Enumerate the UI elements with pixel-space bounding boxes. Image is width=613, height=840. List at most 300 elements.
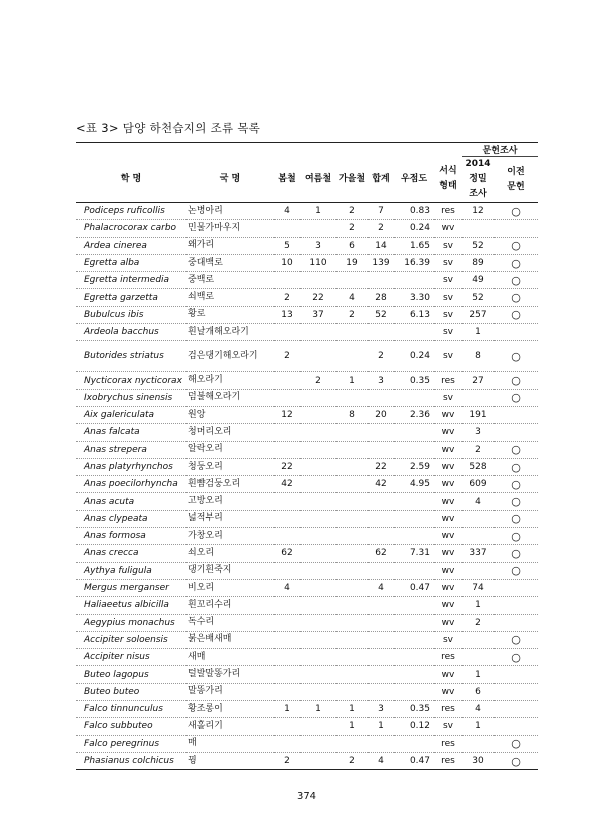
scientific-name-cell: Aegypius monachus <box>76 614 186 631</box>
total-count-cell <box>368 649 394 666</box>
dominance-cell <box>394 528 434 545</box>
previous-literature-cell <box>494 424 538 441</box>
spring-count-cell: 42 <box>274 476 300 493</box>
summer-count-cell <box>300 341 336 372</box>
habitat-type-cell: res <box>434 752 462 769</box>
dominance-cell: 2.36 <box>394 406 434 423</box>
previous-literature-cell <box>494 324 538 341</box>
spring-count-cell <box>274 631 300 648</box>
spring-count-cell <box>274 666 300 683</box>
header-korean-name: 국 명 <box>219 173 241 184</box>
header-summer: 여름철 <box>304 173 332 184</box>
korean-name-cell: 고방오리 <box>186 493 274 510</box>
dominance-cell <box>394 324 434 341</box>
survey-2014-cell <box>462 735 494 752</box>
previous-literature-cell: ○ <box>494 545 538 562</box>
table-row <box>76 735 538 752</box>
spring-count-cell <box>274 649 300 666</box>
header-survey-2014 <box>462 157 494 203</box>
survey-2014-cell: 337 <box>462 545 494 562</box>
table-row <box>76 254 538 271</box>
habitat-type-cell: wv <box>434 562 462 579</box>
autumn-count-cell <box>336 324 368 341</box>
summer-count-cell <box>300 683 336 700</box>
total-count-cell: 28 <box>368 289 394 306</box>
korean-name-cell: 비오리 <box>186 579 274 596</box>
table-row <box>76 220 538 237</box>
previous-literature-cell <box>494 579 538 596</box>
autumn-count-cell <box>336 597 368 614</box>
habitat-type-cell: wv <box>434 579 462 596</box>
autumn-count-cell: 4 <box>336 289 368 306</box>
summer-count-cell <box>300 493 336 510</box>
header-previous-line1: 이전 <box>507 166 525 177</box>
table-row <box>76 614 538 631</box>
korean-name-cell: 민물가마우지 <box>186 220 274 237</box>
spring-count-cell: 5 <box>274 237 300 254</box>
habitat-type-cell: wv <box>434 458 462 475</box>
table-row <box>76 341 538 372</box>
korean-name-cell: 꿩 <box>186 752 274 769</box>
korean-name-cell: 흰날개해오라기 <box>186 324 274 341</box>
habitat-type-cell: res <box>434 649 462 666</box>
summer-count-cell <box>300 631 336 648</box>
habitat-type-cell: sv <box>434 237 462 254</box>
previous-literature-cell: ○ <box>494 458 538 475</box>
previous-literature-cell: ○ <box>494 476 538 493</box>
survey-2014-cell: 257 <box>462 306 494 323</box>
autumn-count-cell <box>336 562 368 579</box>
table-row <box>76 579 538 596</box>
summer-count-cell: 22 <box>300 289 336 306</box>
summer-count-cell <box>300 406 336 423</box>
habitat-type-cell: res <box>434 701 462 718</box>
spring-count-cell: 4 <box>274 579 300 596</box>
scientific-name-cell: Accipiter nisus <box>76 649 186 666</box>
summer-count-cell <box>300 528 336 545</box>
scientific-name-cell: Buteo lagopus <box>76 666 186 683</box>
total-count-cell: 3 <box>368 372 394 389</box>
scientific-name-cell: Falco tinnunculus <box>76 701 186 718</box>
korean-name-cell: 털발말똥가리 <box>186 666 274 683</box>
total-count-cell: 2 <box>368 220 394 237</box>
summer-count-cell: 37 <box>300 306 336 323</box>
dominance-cell: 0.47 <box>394 579 434 596</box>
summer-count-cell <box>300 220 336 237</box>
summer-count-cell: 1 <box>300 701 336 718</box>
summer-count-cell <box>300 649 336 666</box>
scientific-name-cell: Aix galericulata <box>76 406 186 423</box>
survey-2014-cell: 52 <box>462 237 494 254</box>
table-row <box>76 545 538 562</box>
table-row <box>76 752 538 769</box>
dominance-cell <box>394 614 434 631</box>
autumn-count-cell: 8 <box>336 406 368 423</box>
total-count-cell <box>368 631 394 648</box>
spring-count-cell <box>274 272 300 289</box>
korean-name-cell: 원앙 <box>186 406 274 423</box>
table-row <box>76 441 538 458</box>
habitat-type-cell: wv <box>434 510 462 527</box>
total-count-cell <box>368 735 394 752</box>
table-row <box>76 306 538 323</box>
header-habitat-line2: 형태 <box>439 181 457 192</box>
previous-literature-cell: ○ <box>494 254 538 271</box>
dominance-cell: 0.35 <box>394 372 434 389</box>
header-habitat-line1: 서식 <box>439 166 457 177</box>
previous-literature-cell: ○ <box>494 441 538 458</box>
survey-2014-cell: 609 <box>462 476 494 493</box>
previous-literature-cell <box>494 597 538 614</box>
scientific-name-cell: Ixobrychus sinensis <box>76 389 186 406</box>
survey-2014-cell: 27 <box>462 372 494 389</box>
summer-count-cell <box>300 718 336 735</box>
habitat-type-cell: sv <box>434 324 462 341</box>
header-habitat <box>434 157 462 203</box>
survey-2014-cell: 1 <box>462 324 494 341</box>
dominance-cell <box>394 389 434 406</box>
scientific-name-cell: Nycticorax nycticorax <box>76 372 186 389</box>
summer-count-cell <box>300 545 336 562</box>
autumn-count-cell <box>336 735 368 752</box>
dominance-cell <box>394 493 434 510</box>
habitat-type-cell: wv <box>434 545 462 562</box>
habitat-type-cell: sv <box>434 631 462 648</box>
scientific-name-cell: Falco subbuteo <box>76 718 186 735</box>
korean-name-cell: 청둥오리 <box>186 458 274 475</box>
scientific-name-cell: Mergus merganser <box>76 579 186 596</box>
spring-count-cell <box>274 735 300 752</box>
spring-count-cell <box>274 493 300 510</box>
survey-2014-cell <box>462 649 494 666</box>
korean-name-cell: 중대백로 <box>186 254 274 271</box>
survey-2014-cell: 6 <box>462 683 494 700</box>
summer-count-cell <box>300 324 336 341</box>
summer-count-cell <box>300 476 336 493</box>
table-row <box>76 203 538 220</box>
autumn-count-cell <box>336 341 368 372</box>
header-spring: 봄철 <box>278 173 296 184</box>
survey-2014-cell: 4 <box>462 493 494 510</box>
autumn-count-cell <box>336 389 368 406</box>
previous-literature-cell <box>494 406 538 423</box>
header-survey-line1: 2014 <box>465 159 491 169</box>
scientific-name-cell: Haliaeetus albicilla <box>76 597 186 614</box>
summer-count-cell <box>300 562 336 579</box>
survey-2014-cell: 1 <box>462 718 494 735</box>
dominance-cell <box>394 424 434 441</box>
spring-count-cell: 13 <box>274 306 300 323</box>
header-previous-literature <box>494 157 538 203</box>
survey-2014-cell: 49 <box>462 272 494 289</box>
survey-2014-cell <box>462 528 494 545</box>
autumn-count-cell <box>336 458 368 475</box>
previous-literature-cell <box>494 683 538 700</box>
dominance-cell <box>394 597 434 614</box>
habitat-type-cell: res <box>434 735 462 752</box>
previous-literature-cell: ○ <box>494 203 538 220</box>
habitat-type-cell: wv <box>434 683 462 700</box>
previous-literature-cell: ○ <box>494 272 538 289</box>
survey-2014-cell <box>462 631 494 648</box>
dominance-cell: 0.47 <box>394 752 434 769</box>
korean-name-cell: 왜가리 <box>186 237 274 254</box>
page-number: 374 <box>296 791 317 802</box>
previous-literature-cell <box>494 701 538 718</box>
spring-count-cell <box>274 597 300 614</box>
habitat-type-cell: wv <box>434 597 462 614</box>
habitat-type-cell: wv <box>434 406 462 423</box>
previous-literature-cell <box>494 220 538 237</box>
scientific-name-cell: Podiceps ruficollis <box>76 203 186 220</box>
previous-literature-cell: ○ <box>494 341 538 372</box>
spring-count-cell: 2 <box>274 752 300 769</box>
autumn-count-cell: 2 <box>336 220 368 237</box>
scientific-name-cell: Egretta intermedia <box>76 272 186 289</box>
scientific-name-cell: Anas poecilorhyncha <box>76 476 186 493</box>
previous-literature-cell: ○ <box>494 735 538 752</box>
habitat-type-cell: sv <box>434 389 462 406</box>
autumn-count-cell: 6 <box>336 237 368 254</box>
table-row <box>76 510 538 527</box>
korean-name-cell: 중백로 <box>186 272 274 289</box>
korean-name-cell: 해오라기 <box>186 372 274 389</box>
table-row <box>76 493 538 510</box>
summer-count-cell <box>300 389 336 406</box>
korean-name-cell: 쇠백로 <box>186 289 274 306</box>
total-count-cell: 52 <box>368 306 394 323</box>
summer-count-cell: 2 <box>300 372 336 389</box>
previous-literature-cell: ○ <box>494 306 538 323</box>
habitat-type-cell: sv <box>434 341 462 372</box>
dominance-cell: 3.30 <box>394 289 434 306</box>
summer-count-cell: 110 <box>300 254 336 271</box>
summer-count-cell <box>300 752 336 769</box>
dominance-cell <box>394 510 434 527</box>
habitat-type-cell: wv <box>434 424 462 441</box>
header-total: 합계 <box>372 173 390 184</box>
korean-name-cell: 쇠오리 <box>186 545 274 562</box>
total-count-cell: 14 <box>368 237 394 254</box>
dominance-cell: 4.95 <box>394 476 434 493</box>
dominance-cell <box>394 649 434 666</box>
survey-2014-cell: 4 <box>462 701 494 718</box>
dominance-cell: 2.59 <box>394 458 434 475</box>
table-body <box>76 203 538 770</box>
korean-name-cell: 말똥가리 <box>186 683 274 700</box>
survey-2014-cell: 52 <box>462 289 494 306</box>
table-row <box>76 718 538 735</box>
autumn-count-cell <box>336 614 368 631</box>
table-row <box>76 289 538 306</box>
dominance-cell: 6.13 <box>394 306 434 323</box>
total-count-cell <box>368 324 394 341</box>
habitat-type-cell: res <box>434 372 462 389</box>
total-count-cell: 4 <box>368 752 394 769</box>
korean-name-cell: 흰꼬리수리 <box>186 597 274 614</box>
header-autumn: 가을철 <box>338 173 366 184</box>
table-row <box>76 666 538 683</box>
summer-count-cell <box>300 597 336 614</box>
scientific-name-cell: Anas crecca <box>76 545 186 562</box>
previous-literature-cell: ○ <box>494 289 538 306</box>
previous-literature-cell: ○ <box>494 562 538 579</box>
dominance-cell <box>394 735 434 752</box>
spring-count-cell <box>274 683 300 700</box>
dominance-cell: 16.39 <box>394 254 434 271</box>
previous-literature-cell: ○ <box>494 631 538 648</box>
autumn-count-cell <box>336 683 368 700</box>
survey-2014-cell: 528 <box>462 458 494 475</box>
table-row <box>76 458 538 475</box>
table-row <box>76 372 538 389</box>
dominance-cell <box>394 666 434 683</box>
habitat-type-cell: sv <box>434 306 462 323</box>
dominance-cell: 0.83 <box>394 203 434 220</box>
scientific-name-cell: Anas strepera <box>76 441 186 458</box>
spring-count-cell <box>274 424 300 441</box>
total-count-cell: 42 <box>368 476 394 493</box>
total-count-cell <box>368 272 394 289</box>
autumn-count-cell <box>336 272 368 289</box>
spring-count-cell <box>274 562 300 579</box>
summer-count-cell: 1 <box>300 203 336 220</box>
total-count-cell: 139 <box>368 254 394 271</box>
scientific-name-cell: Phalacrocorax carbo <box>76 220 186 237</box>
table-row <box>76 701 538 718</box>
autumn-count-cell <box>336 666 368 683</box>
habitat-type-cell: wv <box>434 441 462 458</box>
previous-literature-cell: ○ <box>494 493 538 510</box>
scientific-name-cell: Ardeola bacchus <box>76 324 186 341</box>
dominance-cell <box>394 631 434 648</box>
habitat-type-cell: sv <box>434 718 462 735</box>
korean-name-cell: 검은댕기해오라기 <box>186 341 274 372</box>
habitat-type-cell: wv <box>434 220 462 237</box>
korean-name-cell: 새매 <box>186 649 274 666</box>
korean-name-cell: 매 <box>186 735 274 752</box>
scientific-name-cell: Falco peregrinus <box>76 735 186 752</box>
total-count-cell <box>368 424 394 441</box>
total-count-cell: 4 <box>368 579 394 596</box>
header-survey-line3: 조사 <box>469 189 487 199</box>
survey-2014-cell: 12 <box>462 203 494 220</box>
table-caption: <표 3> 담양 하천습지의 조류 목록 <box>76 121 261 135</box>
total-count-cell: 62 <box>368 545 394 562</box>
survey-2014-cell <box>462 510 494 527</box>
dominance-cell: 0.12 <box>394 718 434 735</box>
summer-count-cell <box>300 441 336 458</box>
habitat-type-cell: res <box>434 203 462 220</box>
scientific-name-cell: Anas acuta <box>76 493 186 510</box>
korean-name-cell: 흰뺨검둥오리 <box>186 476 274 493</box>
dominance-cell: 1.65 <box>394 237 434 254</box>
table-row <box>76 528 538 545</box>
spring-count-cell <box>274 510 300 527</box>
spring-count-cell: 62 <box>274 545 300 562</box>
table-row <box>76 324 538 341</box>
dominance-cell <box>394 562 434 579</box>
previous-literature-cell <box>494 666 538 683</box>
spring-count-cell <box>274 528 300 545</box>
dominance-cell <box>394 683 434 700</box>
korean-name-cell: 가창오리 <box>186 528 274 545</box>
survey-2014-cell: 3 <box>462 424 494 441</box>
scientific-name-cell: Phasianus colchicus <box>76 752 186 769</box>
scientific-name-cell: Anas falcata <box>76 424 186 441</box>
scientific-name-cell: Anas platyrhynchos <box>76 458 186 475</box>
scientific-name-cell: Egretta garzetta <box>76 289 186 306</box>
spring-count-cell <box>274 372 300 389</box>
dominance-cell: 0.24 <box>394 220 434 237</box>
table-row <box>76 597 538 614</box>
survey-2014-cell: 191 <box>462 406 494 423</box>
habitat-type-cell: wv <box>434 493 462 510</box>
summer-count-cell <box>300 666 336 683</box>
habitat-type-cell: sv <box>434 254 462 271</box>
total-count-cell: 1 <box>368 718 394 735</box>
korean-name-cell: 알락오리 <box>186 441 274 458</box>
table-row <box>76 631 538 648</box>
spring-count-cell <box>274 389 300 406</box>
summer-count-cell <box>300 735 336 752</box>
habitat-type-cell: sv <box>434 289 462 306</box>
table-row <box>76 389 538 406</box>
dominance-cell <box>394 272 434 289</box>
header-dominance: 우점도 <box>400 173 428 184</box>
spring-count-cell <box>274 441 300 458</box>
survey-2014-cell <box>462 562 494 579</box>
previous-literature-cell: ○ <box>494 649 538 666</box>
dominance-cell: 0.24 <box>394 341 434 372</box>
survey-2014-cell: 30 <box>462 752 494 769</box>
scientific-name-cell: Accipiter soloensis <box>76 631 186 648</box>
autumn-count-cell <box>336 649 368 666</box>
autumn-count-cell: 2 <box>336 306 368 323</box>
autumn-count-cell <box>336 545 368 562</box>
autumn-count-cell <box>336 579 368 596</box>
habitat-type-cell: wv <box>434 476 462 493</box>
header-literature-survey: 문헌조사 <box>462 143 538 157</box>
spring-count-cell: 4 <box>274 203 300 220</box>
habitat-type-cell: wv <box>434 614 462 631</box>
survey-2014-cell: 2 <box>462 441 494 458</box>
korean-name-cell: 댕기흰죽지 <box>186 562 274 579</box>
survey-2014-cell: 1 <box>462 666 494 683</box>
autumn-count-cell: 1 <box>336 372 368 389</box>
dominance-cell: 7.31 <box>394 545 434 562</box>
summer-count-cell <box>300 614 336 631</box>
korean-name-cell: 새홀리기 <box>186 718 274 735</box>
survey-2014-cell: 8 <box>462 341 494 372</box>
survey-2014-cell: 2 <box>462 614 494 631</box>
korean-name-cell: 황로 <box>186 306 274 323</box>
autumn-count-cell: 2 <box>336 752 368 769</box>
spring-count-cell: 22 <box>274 458 300 475</box>
total-count-cell: 2 <box>368 341 394 372</box>
survey-2014-cell: 89 <box>462 254 494 271</box>
autumn-count-cell <box>336 528 368 545</box>
habitat-type-cell: wv <box>434 528 462 545</box>
previous-literature-cell: ○ <box>494 372 538 389</box>
table-row <box>76 562 538 579</box>
autumn-count-cell <box>336 493 368 510</box>
dominance-cell: 0.35 <box>394 701 434 718</box>
summer-count-cell <box>300 458 336 475</box>
scientific-name-cell: Buteo buteo <box>76 683 186 700</box>
total-count-cell: 22 <box>368 458 394 475</box>
previous-literature-cell: ○ <box>494 237 538 254</box>
